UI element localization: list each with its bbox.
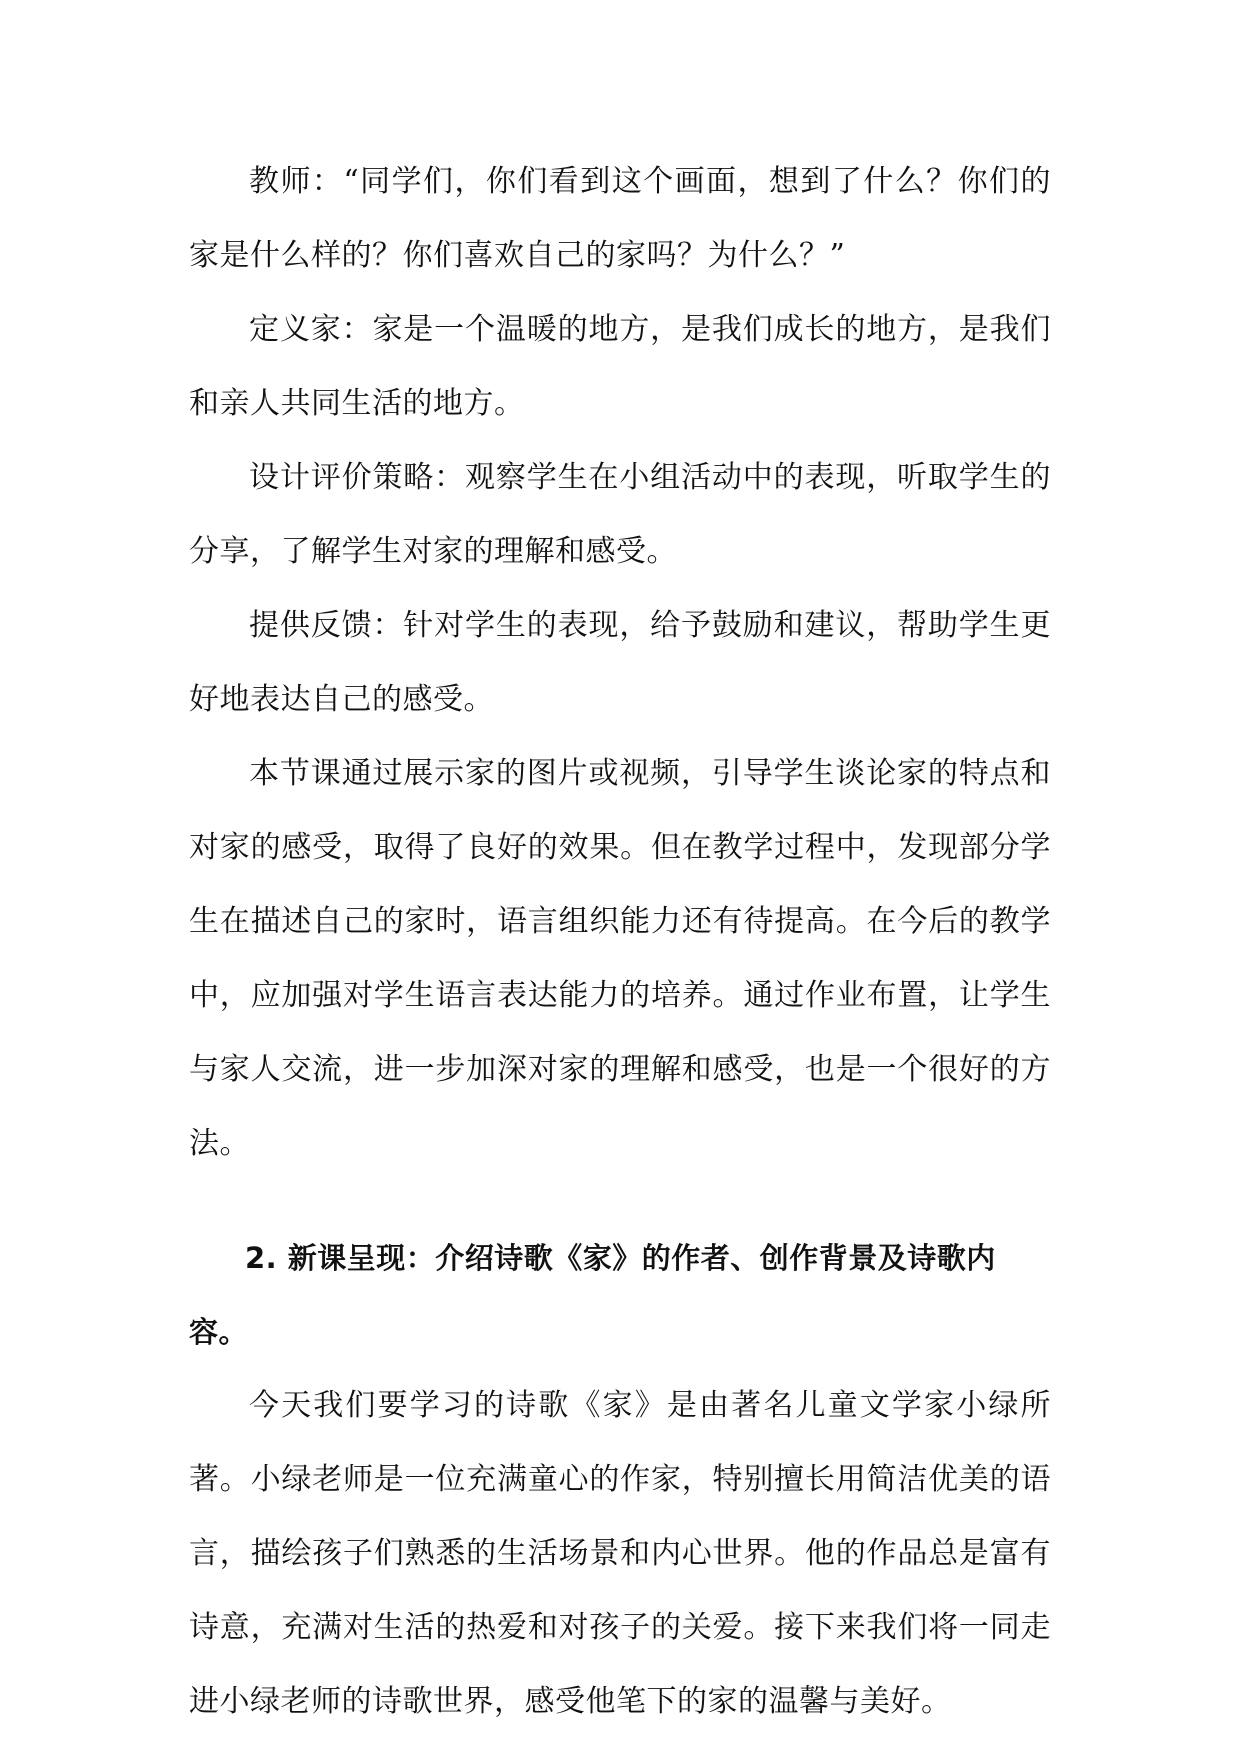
paragraph-teacher-question: 教师：“同学们，你们看到这个画面，想到了什么？你们的家是什么样的？你们喜欢自己的家吗？为什么？” [189,164,1051,273]
paragraph-define-home: 定义家：家是一个温暖的地方，是我们成长的地方，是我们和亲人共同生活的地方。 [189,312,1051,421]
section-heading: 2. 新课呈现：介绍诗歌《家》的作者、创作背景及诗歌内容。 [189,1241,996,1349]
paragraph-feedback: 提供反馈：针对学生的表现，给予鼓励和建议，帮助学生更好地表达自己的感受。 [189,608,1051,717]
paragraph-evaluation-strategy: 设计评价策略：观察学生在小组活动中的表现，听取学生的分享，了解学生对家的理解和感受。 [189,460,1051,569]
paragraph-author-intro: 今天我们要学习的诗歌《家》是由著名儿童文学家小绿所著。小绿老师是一位充满童心的作家，特别擅长用简洁优美的语言，描绘孩子们熟悉的生活场景和内心世界。他的作品总是富有诗意，充满对生活的热爱和对孩子的关爱。接下来我们将一同走进小绿老师的诗歌世界，感受他笔下的家的温馨与美好。 [189,1388,1051,1719]
document-page [189,145,1051,1739]
paragraph-reflection: 本节课通过展示家的图片或视频，引导学生谈论家的特点和对家的感受，取得了良好的效果。但在教学过程中，发现部分学生在描述自己的家时，语言组织能力还有待提高。在今后的教学中，应加强对学生语言表达能力的培养。通过作业布置，让学生与家人交流，进一步加深对家的理解和感受，也是一个很好的方法。 [189,756,1051,1161]
